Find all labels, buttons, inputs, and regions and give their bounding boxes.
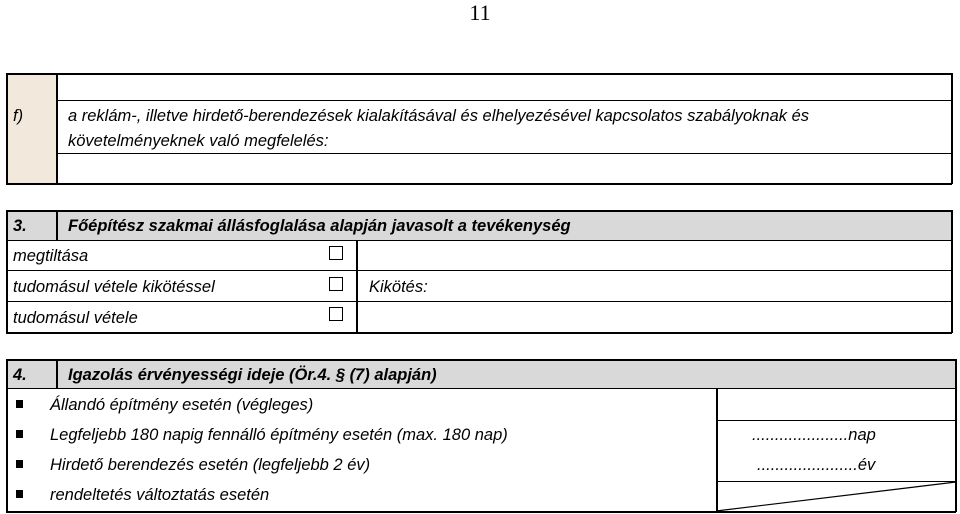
rule — [6, 359, 956, 361]
section-4-title: Igazolás érvényességi ideje (Ör.4. § (7) alapján) — [68, 366, 437, 384]
rule — [56, 359, 58, 389]
checkbox-kikotessel[interactable] — [329, 277, 343, 291]
section-f-label-cell — [6, 74, 57, 184]
section-3-title: Főépítész szakmai állásfoglalása alapján javasolt a tevékenység — [68, 217, 571, 235]
rule — [6, 359, 8, 512]
section-4-number: 4. — [13, 366, 27, 384]
bullet-square-icon — [16, 460, 23, 468]
option-label-tudomasul-vetele: tudomásul vétele — [13, 309, 138, 327]
item-label-allando: Állandó építmény esetén (végleges) — [50, 396, 314, 414]
option-label-kikotessel: tudomásul vétele kikötéssel — [13, 278, 215, 296]
rule — [6, 210, 952, 212]
item-value-ev[interactable]: ......................év — [757, 456, 876, 474]
page-number: 11 — [469, 0, 491, 25]
item-label-hirdeto: Hirdető berendezés esetén (legfeljebb 2 év) — [50, 456, 371, 474]
rule — [716, 420, 956, 421]
bullet-square-icon — [16, 400, 23, 408]
rule — [356, 240, 358, 333]
rule — [56, 210, 58, 241]
rule — [56, 100, 952, 101]
rule — [951, 210, 953, 333]
diagonal-strike — [716, 481, 956, 512]
item-value-nap[interactable]: .....................nap — [752, 426, 876, 444]
bullet-square-icon — [16, 430, 23, 438]
rule — [6, 240, 952, 241]
rule — [6, 332, 952, 334]
rule — [951, 73, 953, 184]
section-f-text-line1: a reklám-, illetve hirdető-berendezések kialakításával és elhelyezésével kapcsolatos szabályoknak és — [68, 107, 810, 125]
checkbox-megtiltasa[interactable] — [329, 246, 343, 260]
section-f-label: f) — [13, 107, 24, 125]
section-3-number: 3. — [13, 217, 27, 235]
rule — [6, 270, 952, 271]
item-label-rendeltetes: rendeltetés változtatás esetén — [50, 486, 270, 504]
rule — [56, 153, 952, 154]
rule — [6, 73, 952, 75]
bullet-square-icon — [16, 490, 23, 498]
kikotes-label: Kikötés: — [369, 278, 428, 296]
rule — [56, 73, 58, 184]
item-label-180-nap: Legfeljebb 180 napig fennálló építmény esetén (max. 180 nap) — [50, 426, 508, 444]
rule — [6, 183, 952, 185]
section-f-text-line2: követelményeknek való megfelelés: — [68, 132, 329, 150]
rule — [6, 73, 8, 184]
checkbox-tudomasul-vetele[interactable] — [329, 307, 343, 321]
rule — [6, 210, 8, 333]
option-label-megtiltasa: megtiltása — [13, 247, 89, 265]
rule — [6, 301, 952, 302]
rule — [6, 388, 956, 389]
